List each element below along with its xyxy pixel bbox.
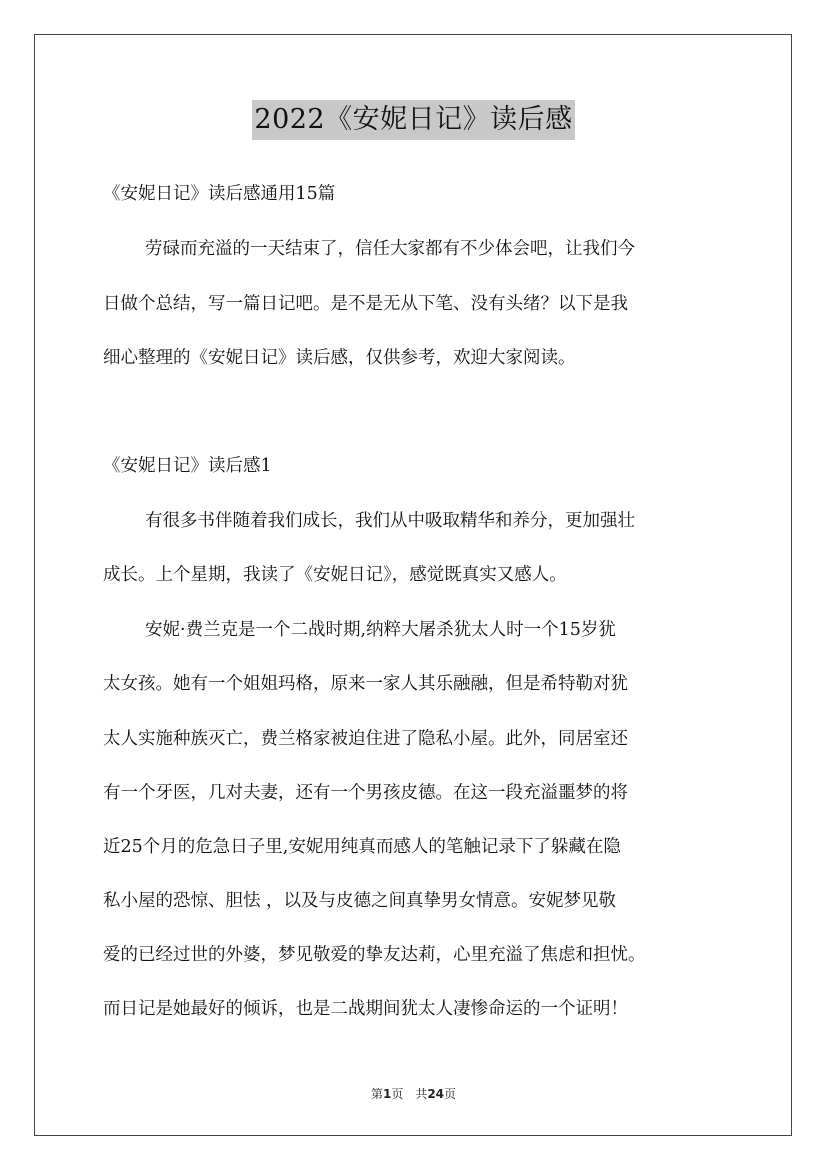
intro-line-2: 日做个总结，写一篇日记吧。是不是无从下笔、没有头绪？以下是我 <box>103 294 628 314</box>
para2-line-5: 近25个月的危急日子里,安妮用纯真而感人的笔触记录下了躲藏在隐 <box>103 837 621 857</box>
intro-line-1: 劳碌而充溢的一天结束了，信任大家都有不少体会吧，让我们今 <box>145 239 635 259</box>
para2-line-7: 爱的已经过世的外婆，梦见敬爱的挚友达莉，心里充溢了焦虑和担忧。 <box>103 945 646 965</box>
footer-mid: 页 共 <box>391 1087 428 1101</box>
para2-line-8: 而日记是她最好的倾诉，也是二战期间犹太人凄惨命运的一个证明！ <box>103 999 628 1019</box>
title-wrap <box>0 100 827 140</box>
para2-line-4: 有一个牙医，几对夫妻，还有一个男孩皮德。在这一段充溢噩梦的将 <box>103 783 628 803</box>
section-heading: 《安妮日记》读后感1 <box>103 456 272 476</box>
document-subtitle: 《安妮日记》读后感通用15篇 <box>103 184 336 204</box>
footer-page-current: 1 <box>382 1087 392 1101</box>
page-footer <box>0 1085 827 1102</box>
para2-line-2: 太女孩。她有一个姐姐玛格，原来一家人其乐融融，但是希特勒对犹 <box>103 674 628 694</box>
para2-line-3: 太人实施种族灭亡，费兰格家被迫住进了隐私小屋。此外，同居室还 <box>103 729 628 749</box>
footer-page-total: 24 <box>427 1087 445 1101</box>
footer-suffix: 页 <box>444 1087 457 1101</box>
document-title: 2022《安妮日记》读后感 <box>252 100 574 140</box>
para1-line-1: 有很多书伴随着我们成长，我们从中吸取精华和养分，更加强壮 <box>145 511 635 531</box>
intro-line-3: 细心整理的《安妮日记》读后感，仅供参考，欢迎大家阅读。 <box>103 348 576 368</box>
para2-line-1: 安妮·费兰克是一个二战时期,纳粹大屠杀犹太人时一个15岁犹 <box>145 620 616 640</box>
para1-line-2: 成长。上个星期，我读了《安妮日记》，感觉既真实又感人。 <box>103 565 567 585</box>
footer-prefix: 第 <box>370 1087 383 1101</box>
para2-line-6: 私小屋的恐惊、胆怯 ，以及与皮德之间真挚男女情意。安妮梦见敬 <box>103 891 617 911</box>
